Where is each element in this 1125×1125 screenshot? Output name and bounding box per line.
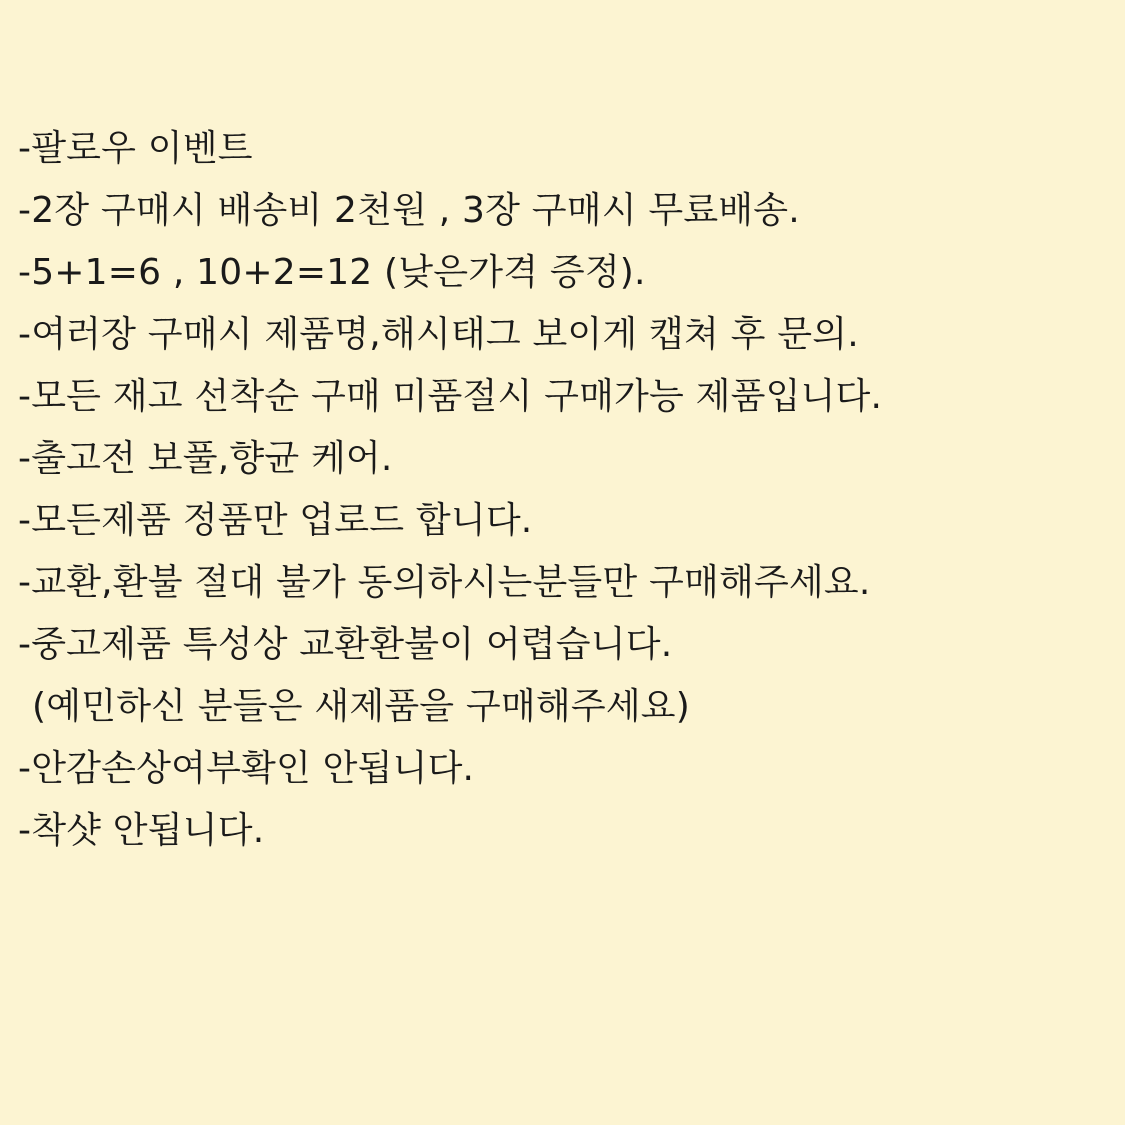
notice-line: (예민하신 분들은 새제품을 구매해주세요): [32, 686, 691, 727]
notice-line: -교환,환불 절대 불가 동의하시는분들만 구매해주세요.: [18, 562, 871, 603]
notice-line: -5+1=6 , 10+2=12 (낮은가격 증정).: [18, 252, 646, 293]
notice-line: -모든제품 정품만 업로드 합니다.: [18, 500, 533, 541]
notice-line: -팔로우 이벤트: [18, 128, 253, 169]
notice-line: -모든 재고 선착순 구매 미품절시 구매가능 제품입니다.: [18, 376, 883, 417]
notice-line: -여러장 구매시 제품명,해시태그 보이게 캡쳐 후 문의.: [18, 314, 859, 355]
notice-line: -중고제품 특성상 교환환불이 어렵습니다.: [18, 624, 673, 665]
notice-line: -출고전 보풀,향균 케어.: [18, 438, 393, 479]
notice-line: -2장 구매시 배송비 2천원 , 3장 구매시 무료배송.: [18, 190, 800, 231]
notice-line: -착샷 안됩니다.: [18, 810, 265, 851]
notice-line: -안감손상여부확인 안됩니다.: [18, 748, 475, 789]
